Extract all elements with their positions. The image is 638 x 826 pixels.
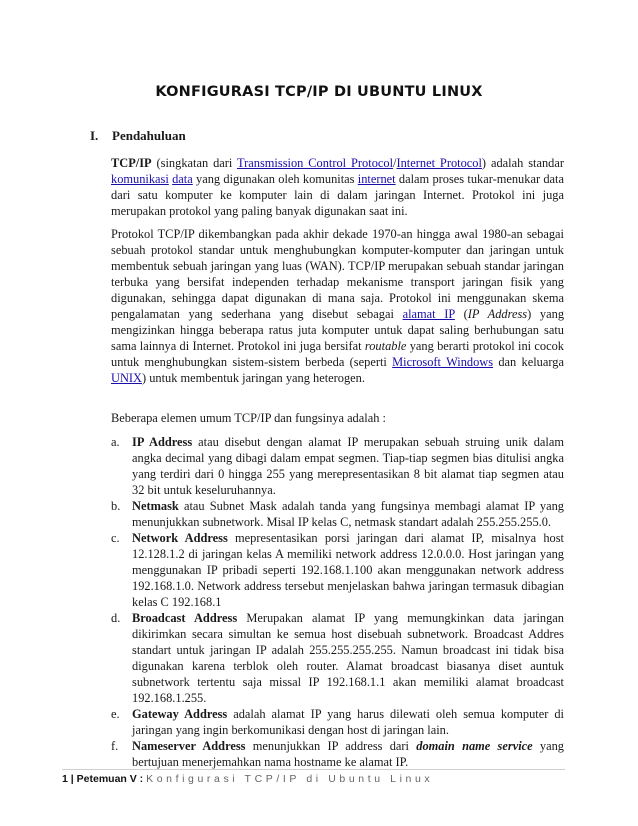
footer-divider [62,769,565,770]
link-komunikasi[interactable]: komunikasi [111,172,169,186]
document-title: KONFIGURASI TCP/IP DI UBUNTU LINUX [155,84,483,100]
text: ) yang mengizinkan hingga beberapa ratus juta komputer untuk dapat saling berhubungan satu sama lainnya di Internet. Protokol ini juga bersifat [111,307,565,353]
link-unix[interactable]: UNIX [111,371,142,385]
footer-subtitle: Konfigurasi TCP/IP di Ubuntu Linux [146,773,434,785]
text: dalam proses tukar-menukar data dari satu komputer ke komputer lain di dalam jaringan Internet. Protokol ini juga merupakan protokol yang paling banyak digunakan saat ini. [111,172,564,218]
list-marker: f. [111,739,119,753]
list-text: mepresentasikan porsi jaringan dari alamat IP, misalnya host 12.128.1.2 di jaringan kelas A memiliki network address 12.0.0.0. Host jaringan yang menggunakan IP pribadi seperti 192.168.1.100 akan menggunakan network address 192.168.1.0. Network address tersebut menjelaskan bahwa jaringan termasuk dibagian kelas C 192.168.1 [132,531,565,609]
list-text: Merupakan alamat IP yang memungkinkan data jaringan dikirimkan secara simultan ke semua host disebuah subnetwork. Broadcast Addres standart untuk jaringan IP adalah 255.255.255.255. Namun broadcast ini tidak bisa digunakan karena terblok oleh router. Alamat broadcast biasanya diset auntuk subnetwork tertentu saja missal IP 192.168.1.1 akan memiliki alamat broadcast 192.168.1.255. [132,611,564,705]
link-internet-protocol[interactable]: Internet Protocol [396,156,482,170]
page-footer [62,773,433,785]
list-marker: c. [111,531,120,545]
list-text: atau Subnet Mask adalah tanda yang fungsinya membagi alamat IP yang menunjukkan subnetwork. Misal IP kelas C, netmask standart adalah 255.255.255.0. [132,499,564,529]
section-title: Pendahuluan [112,128,186,143]
list-term: IP Address [132,435,193,449]
text: yang digunakan oleh komunitas [192,172,358,186]
link-microsoft-windows[interactable]: Microsoft Windows [392,355,494,369]
text: ( [454,307,468,321]
list-item [111,706,564,738]
elements-list [111,434,564,770]
italic-routable: routable [364,339,407,353]
list-text: adalah alamat IP yang harus dilewati oleh semua komputer di jaringan yang ingin berkomunikasi dengan host di jaringan lain. [132,707,564,737]
list-text: yang bertujuan menerjemahkan nama hostname ke alamat IP. [132,739,565,769]
term-tcpip: TCP/IP [111,156,152,170]
paragraph-intro [111,155,564,219]
list-term: Network Address [132,531,228,545]
list-item [111,434,564,498]
text: (singkatan dari [151,156,238,170]
section-heading [90,128,186,144]
list-marker: a. [111,435,120,449]
paragraph-history [111,226,564,386]
italic-ip-address: IP Address [467,307,528,321]
list-item [111,530,564,610]
list-term: Gateway Address [132,707,228,721]
paragraph-elements-intro: Beberapa elemen umum TCP/IP dan fungsinya adalah : [111,411,386,425]
text: / [393,156,397,170]
section-number: I. [90,128,99,143]
text: Protokol TCP/IP dikembangkan pada akhir dekade 1970-an hingga awal 1980-an sebagai sebuah protokol standar untuk menghubungkan komputer-komputer dan jaringan untuk membentuk sebuah jaringan yang luas (WAN). TCP/IP merupakan sebuah standar jaringan terbuka yang bersifat independen terhadap mekanisme transport jaringan fisik yang digunakan, sehingga dapat digunakan di mana saja. Protokol ini menggunakan skema pengalamatan yang sederhana yang disebut sebagai [111,227,564,321]
list-text: atau disebut dengan alamat IP merupakan sebuah struing unik dalam angka decimal yang dibagi dalam empat segmen. Tiap-tiap segmen bias ditulisi angka yang terdiri dari 0 hingga 255 yang merepresentasikan 8 bit alamat tiap segmen atau 32 bit untuk keseluruhannya. [132,435,564,497]
footer-label: Petemuan V : [76,773,144,785]
list-item [111,498,564,530]
list-term: Nameserver Address [132,739,246,753]
link-alamat-ip[interactable]: alamat IP [402,307,455,321]
list-item [111,738,564,770]
link-internet[interactable]: internet [357,172,396,186]
page-number: 1 [62,773,68,785]
link-data[interactable]: data [172,172,193,186]
list-marker: b. [111,499,121,513]
list-text: menunjukkan IP address dari [245,739,417,753]
list-term: Netmask [132,499,179,513]
italic-domain-name-service: domain name service [416,739,533,753]
text: yang berarti protokol ini cocok untuk menghubungkan sistem-sistem berbeda (seperti [111,339,564,369]
list-item [111,610,564,706]
list-marker: e. [111,707,120,721]
list-term: Broadcast Address [132,611,238,625]
text: ) untuk membentuk jaringan yang heterogen. [141,371,365,385]
link-transmission-control-protocol[interactable]: Transmission Control Protocol [237,156,394,170]
list-marker: d. [111,611,121,625]
footer-separator: | [70,773,74,785]
text: ) adalah standar [481,156,564,170]
text: dan keluarga [493,355,564,369]
